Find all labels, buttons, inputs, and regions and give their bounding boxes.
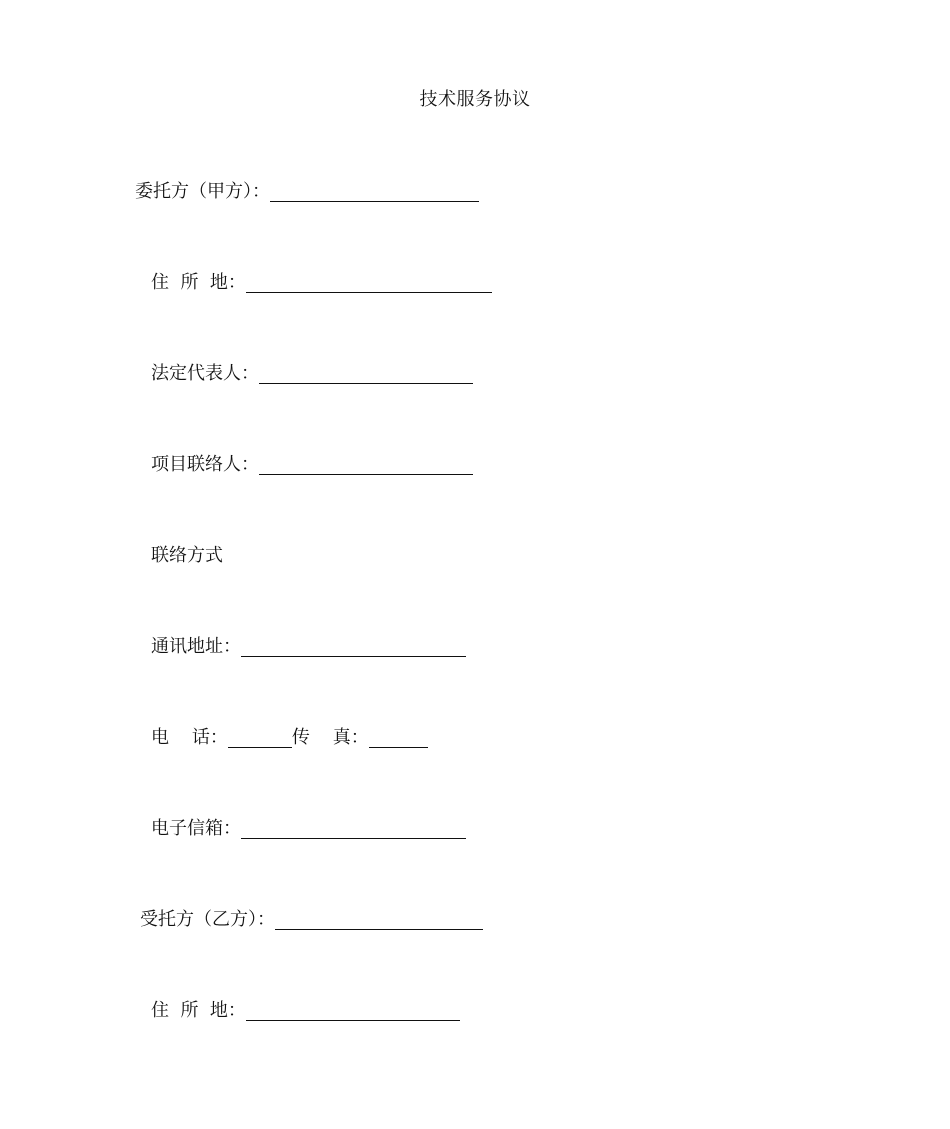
document-title: 技术服务协议 xyxy=(419,89,531,110)
party-a-project-contact-row xyxy=(151,452,473,478)
mailing-address-label: 通讯地址： xyxy=(151,636,241,657)
party-a-project-contact-blank[interactable] xyxy=(259,454,473,475)
party-b-address-blank[interactable] xyxy=(246,1000,460,1021)
party-a-legal-rep-label: 法定代表人： xyxy=(151,363,259,384)
phone-fax-row xyxy=(151,725,428,751)
phone-blank[interactable] xyxy=(228,727,292,748)
party-b-name-blank[interactable] xyxy=(275,909,483,930)
party-a-legal-rep-row xyxy=(151,361,473,387)
party-a-address-blank[interactable] xyxy=(246,272,492,293)
party-a-address-label: 住 所 地： xyxy=(151,272,246,293)
party-a-address-row xyxy=(151,270,492,296)
party-b-address-row xyxy=(151,998,460,1024)
party-a-legal-rep-blank[interactable] xyxy=(259,363,473,384)
party-a-name-row xyxy=(135,179,479,205)
phone-label: 电 话： xyxy=(151,727,228,748)
mailing-address-blank[interactable] xyxy=(241,636,466,657)
party-a-name-label: 委托方（甲方）： xyxy=(135,181,270,202)
contact-method-row xyxy=(151,543,223,569)
email-blank[interactable] xyxy=(241,818,466,839)
fax-blank[interactable] xyxy=(369,727,428,748)
party-a-name-blank[interactable] xyxy=(270,181,479,202)
email-row xyxy=(151,816,466,842)
party-b-name-row xyxy=(140,907,483,933)
email-label: 电子信箱： xyxy=(151,818,241,839)
contact-method-heading: 联络方式 xyxy=(151,545,223,566)
mailing-address-row xyxy=(151,634,466,660)
party-b-name-label: 受托方（乙方）： xyxy=(140,909,275,930)
fax-label: 传 真： xyxy=(291,727,369,748)
party-a-project-contact-label: 项目联络人： xyxy=(151,454,259,475)
party-b-address-label: 住 所 地： xyxy=(151,1000,246,1021)
